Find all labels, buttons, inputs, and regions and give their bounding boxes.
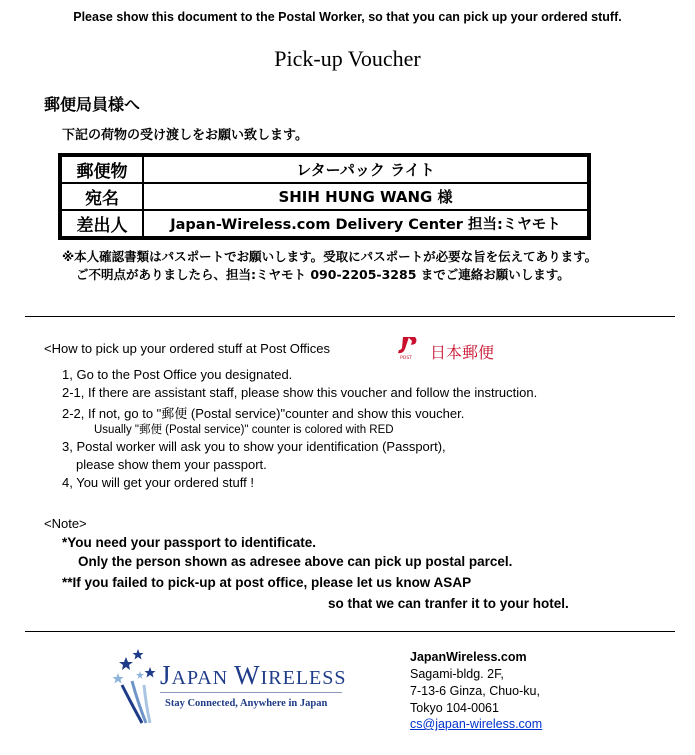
step-2-1: 2-1, If there are assistant staff, please show this voucher and follow the instruction. [62, 385, 538, 400]
row-value-item: レターパック ライト [143, 156, 588, 183]
post-mark-text: POST [400, 356, 412, 360]
row-key-item: 郵便物 [61, 156, 143, 183]
note-line-3: **If you failed to pick-up at post office, please let us know ASAP [62, 575, 472, 590]
logo-rule [160, 692, 342, 693]
how-to-heading: <How to pick up your ordered stuff at Post Offices [44, 341, 331, 356]
table-row [61, 183, 588, 210]
table-row [61, 210, 588, 237]
step-2-2: 2-2, If not, go to "郵便 (Postal service)"counter and show this voucher. [62, 406, 465, 421]
note-line-4: so that we can tranfer it to your hotel. [328, 596, 569, 611]
header-notice: Please show this document to the Postal Worker, so that you can pick up your ordered stuff. [73, 10, 622, 24]
note-line-2: Only the person shown as adresee above can pick up postal parcel. [78, 554, 513, 569]
row-key-sender: 差出人 [61, 210, 143, 237]
logo-tagline: Stay Connected, Anywhere in Japan [165, 698, 328, 709]
step-2-2-note: Usually "郵便 (Postal service)" counter is colored with RED [94, 424, 394, 436]
japan-post-logo-icon [395, 336, 417, 360]
address-line-1: Sagami-bldg. 2F, [410, 667, 504, 681]
divider-bottom [25, 631, 675, 632]
note-heading: <Note> [44, 516, 87, 531]
note-line-1: *You need your passport to identificate. [62, 535, 317, 550]
jp-heading: 郵便局員様へ [44, 95, 141, 114]
jp-subheading: 下記の荷物の受け渡しをお願い致します。 [62, 128, 308, 143]
step-3-cont: please show them your passport. [76, 457, 267, 472]
step-1: 1, Go to the Post Office you designated. [62, 367, 293, 382]
address-line-2: 7-13-6 Ginza, Chuo-ku, [410, 684, 540, 698]
email-link[interactable]: cs@japan-wireless.com [410, 717, 543, 731]
step-4: 4, You will get your ordered stuff ! [62, 475, 254, 490]
row-value-sender: Japan-Wireless.com Delivery Center 担当:ミヤモト [143, 210, 588, 237]
divider-top [25, 316, 675, 317]
table-row [61, 156, 588, 183]
japan-post-logo-text: 日本郵便 [430, 343, 495, 362]
jp-note-line-1: ※本人確認書類はパスポートでお願いします。受取にパスポートが必要な旨を伝えてあります。 [62, 249, 598, 264]
address-line-3: Tokyo 104-0061 [410, 701, 499, 715]
voucher-table [58, 153, 591, 240]
step-3: 3, Postal worker will ask you to show your identification (Passport), [62, 439, 446, 454]
row-value-addressee: SHIH HUNG WANG 様 [143, 183, 588, 210]
company-name: JapanWireless.com [410, 650, 527, 664]
jp-note-line-2: ご不明点がありましたら、担当:ミヤモト 090-2205-3285 までご連絡お願いします。 [76, 267, 570, 282]
page-title: Pick-up Voucher [274, 46, 421, 71]
logo-wordmark: JAPAN WIRELESS [160, 660, 347, 690]
row-key-addressee: 宛名 [61, 183, 143, 210]
